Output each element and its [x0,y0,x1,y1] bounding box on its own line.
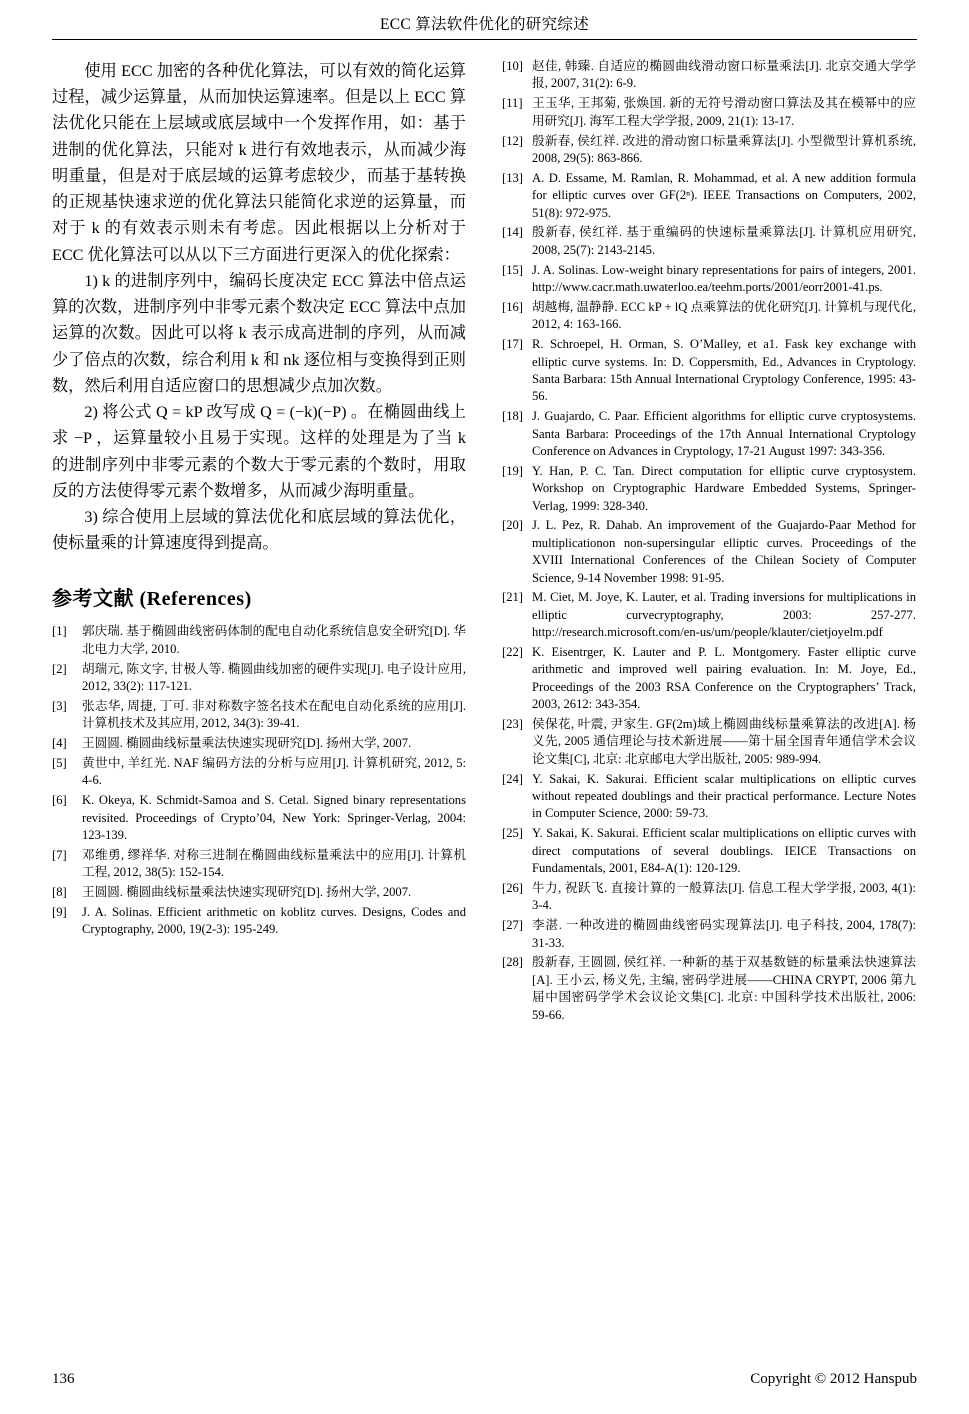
reference-item [502,589,916,641]
reference-text: K. Eisentrger, K. Lauter and P. L. Montgomery. Faster elliptic curve arithmetic and improved well pairing evaluation. In: M. Joye, Ed., Proceedings of the 2003 RSA Conference on the Cryptographers’ Track, 2003, 2612: 343-354. [532,645,916,712]
reference-item [502,716,916,768]
copyright-notice: Copyright © 2012 Hanspub [750,1371,917,1387]
reference-item [502,133,916,168]
reference-number: [23] [502,717,523,731]
reference-number: [28] [502,955,523,970]
reference-number: [5] [52,756,67,771]
reference-text: J. A. Solinas. Efficient arithmetic on koblitz curves. Designs, Codes and Cryptography, 2000, 19(2-3): 195-249. [82,905,466,937]
reference-number: [4] [52,736,67,751]
reference-item [502,463,916,515]
reference-item [52,755,466,790]
reference-item [502,771,916,823]
header-rule [52,39,917,40]
reference-text: J. Guajardo, C. Paar. Efficient algorithms for elliptic curve cryptosystems. Santa Barbara: Proceedings of the 17th Annual International Cryptology Conference on Advances in Cryptology, 17-21 August 1997: 343-356. [532,409,916,458]
reference-text: 王圆圆. 椭圆曲线标量乘法快速实现研究[D]. 扬州大学, 2007. [82,885,412,900]
reference-number: [6] [52,793,67,808]
reference-item [502,170,916,222]
reference-item [52,735,466,752]
reference-number: [21] [502,590,523,605]
reference-item [502,408,916,460]
reference-text: M. Ciet, M. Joye, K. Lauter, et al. Trading inversions for multiplications in elliptic curvecryptography, 2003: 257-277. http://research.microsoft.com/en-us/um/people/klauter/cietjoyelm.pdf [532,590,916,640]
reference-item [502,299,916,334]
reference-number: [18] [502,409,523,424]
reference-list-left [52,623,466,938]
page-footer [52,1371,917,1388]
reference-text: 郭庆瑞. 基于椭圆曲线密码体制的配电自动化系统信息安全研究[D]. 华北电力大学, 2010. [82,624,466,656]
reference-item [502,262,916,297]
two-column-layout [52,58,917,1026]
reference-text: 张志华, 周捷, 丁可. 非对称数字签名技术在配电自动化系统的应用[J]. 计算机技术及其应用, 2012, 34(3): 39-41. [82,698,466,731]
reference-item [502,880,916,915]
reference-number: [8] [52,885,67,900]
reference-text: 赵佳, 韩臻. 自适应的椭圆曲线滑动窗口标量乘法[J]. 北京交通大学学报, 2007, 31(2): 6-9. [532,59,916,91]
reference-item [52,884,466,901]
reference-number: [2] [52,661,67,676]
references-heading: 参考文献 (References) [52,588,252,611]
reference-text: J. A. Solinas. Low-weight binary representations for pairs of integers, 2001. http://www.cacr.math.uwaterloo.ea/teehm.ports/2001/eorr2001-41.ps. [532,262,916,294]
reference-number: [25] [502,826,523,841]
reference-item [52,847,466,882]
reference-number: [15] [502,262,523,277]
reference-text: 邓维勇, 缪祥华. 对称三进制在椭圆曲线标量乘法中的应用[J]. 计算机工程, 2012, 38(5): 152-154. [82,847,466,880]
reference-text: R. Schroepel, H. Orman, S. O’Malley, et a1. Fask key exchange with elliptic curve systems. In: D. Coppersmith, Ed., Advances in Cryptology. Santa Barbara: 15th Annual International Cryptology Conference, 1995: 43-56. [532,337,916,404]
left-column [52,58,466,941]
reference-number: [24] [502,771,523,786]
reference-number: [17] [502,337,523,352]
reference-text: J. L. Pez, R. Dahab. An improvement of the Guajardo-Paar Method for multiplicationon non-supersingular elliptic curves. Proceedings of the XVIII International Conferences of the Chilean Society of Computer Science, 9-14 November 1998: 91-95. [532,518,916,585]
reference-number: [9] [52,905,67,920]
running-head: ECC 算法软件优化的研究综述 [379,16,590,33]
paragraph-point-1: 1) k 的进制序列中，编码长度决定 ECC 算法中倍点运算的次数，进制序列中非零元素个数决定 ECC 算法中点加运算的次数。因此可以将 k 表示成高进制的序列，从而减少了倍点的次数，综合利用 k 和 nk 逐位相与变换得到正则数，然后利用自适应窗口的思想减少点加次数。 [52,271,466,395]
paragraph-intro: 使用 ECC 加密的各种优化算法，可以有效的简化运算过程，减少运算量，从而加快运算速率。但是以上 ECC 算法优化只能在上层域或底层域中一个发挥作用，如：基于进制的优化算法，只能对 k 进行有效地表示，从而减少海明重量，但是对于底层域的运算考虑较少，而基于基转换的正规基快速求逆的优化算法只能简化求逆的运算量，而对于 k 的有效表示则未有考虑。因此根据以上分析对于 ECC 优化算法可以从以下三方面进行更深入的优化探索： [52,62,466,264]
reference-text: 王圆圆. 椭圆曲线标量乘法快速实现研究[D]. 扬州大学, 2007. [82,736,412,751]
reference-number: [12] [502,133,523,148]
reference-text: 胡越梅, 温静静. ECC kP + lQ 点乘算法的优化研究[J]. 计算机与现代化, 2012, 4: 163-166. [532,299,916,332]
reference-text: Y. Han, P. C. Tan. Direct computation for elliptic curve cryptosystem. Workshop on Cryptographic Hardware Embedded Systems, Springer-Verlag, 1999: 328-340. [532,463,916,513]
reference-item [52,661,466,696]
reference-text: 胡瑞元, 陈文字, 甘极人等. 椭圆曲线加密的硬件实现[J]. 电子设计应用, 2012, 33(2): 117-121. [82,661,466,694]
reference-number: [11] [502,96,523,111]
reference-item [52,904,466,939]
reference-number: [3] [52,698,67,713]
reference-item [52,698,466,733]
right-column [502,58,916,1026]
reference-number: [14] [502,225,523,240]
reference-number: [16] [502,299,523,314]
reference-text: 侯保花, 叶震, 尹家生. GF(2m)域上椭圆曲线标量乘算法的改进[A]. 杨义先, 2005 通信理论与技术新进展——第十届全国青年通信学术会议论文集[C], 北京: 北京邮电大学出版社, 2005: 989-994. [532,717,916,766]
reference-item [502,517,916,587]
reference-item [502,224,916,259]
reference-number: [20] [502,518,523,533]
reference-text: 殷新春, 侯红祥. 改进的滑动窗口标量乘算法[J]. 小型微型计算机系统, 2008, 29(5): 863-866. [532,133,916,165]
reference-number: [7] [52,847,67,862]
reference-number: [22] [502,645,523,659]
reference-number: [27] [502,918,523,933]
reference-text: K. Okeya, K. Schmidt-Samoa and S. Cetal. Signed binary representations revisited. Proceedings of Crypto’04, New York: Springer-Verlag, 2004: 123-139. [82,793,466,843]
paragraph-point-2: 2) 将公式 Q = kP 改写成 Q = (−k)(−P) 。在椭圆曲线上求 −P ，运算量较小且易于实现。这样的处理是为了当 k 的进制序列中非零元素的个数大于零元素的个数时，用取反的方法使得零元素个数增多，从而减少海明重量。 [52,403,466,500]
reference-text: 李湛. 一种改进的椭圆曲线密码实现算法[J]. 电子科技, 2004, 178(7): 31-33. [532,918,916,950]
reference-item [52,623,466,658]
page-number: 136 [52,1371,75,1387]
reference-item [502,954,916,1024]
reference-list-right [502,58,916,1024]
reference-number: [10] [502,59,523,73]
reference-number: [1] [52,624,67,639]
reference-item [502,58,916,93]
reference-item [502,644,916,714]
reference-text: 王玉华, 王邦菊, 张焕国. 新的无符号滑动窗口算法及其在模幂中的应用研究[J]. 海军工程大学学报, 2009, 21(1): 13-17. [532,96,916,128]
reference-text: Y. Sakai, K. Sakurai. Efficient scalar multiplications on elliptic curves without repeated doublings and their practical performance. Lecture Notes in Computer Science, 2000: 59-73. [532,771,916,821]
reference-item [52,792,466,844]
reference-text: 黄世中, 羊红光. NAF 编码方法的分析与应用[J]. 计算机研究, 2012, 5: 4-6. [82,756,466,788]
reference-text: A. D. Essame, M. Ramlan, R. Mohammad, et al. A new addition formula for elliptic curves over GF(2ⁿ). IEEE Transactions on Computers, 2002, 51(8): 972-975. [532,170,916,220]
reference-text: Y. Sakai, K. Sakurai. Efficient scalar multiplications on elliptic curves with direct computations of several doublings. IEICE Transactions on Fundamentals, 2001, E84-A(1): 120-129. [532,826,916,875]
reference-number: [13] [502,170,523,185]
reference-text: 牛力, 祝跃飞. 直接计算的一般算法[J]. 信息工程大学学报, 2003, 4(1): 3-4. [532,880,916,913]
reference-text: 殷新春, 王圆圆, 侯红祥. 一种新的基于双基数链的标量乘法快速算法[A]. 王小云, 杨义先, 主编, 密码学进展——CHINA CRYPT, 2006 第九届中国密码学学术会议论文集[C]. 北京: 中国科学技术出版社, 2006: 59-66. [532,955,916,1022]
reference-item [502,825,916,877]
reference-item [502,336,916,406]
reference-item [502,95,916,130]
reference-item [502,917,916,952]
reference-number: [19] [502,463,523,478]
paragraph-point-3: 3) 综合使用上层域的算法优化和底层域的算法优化，使标量乘的计算速度得到提高。 [52,507,466,553]
reference-text: 殷新春, 侯红祥. 基于重编码的快速标量乘算法[J]. 计算机应用研究, 2008, 25(7): 2143-2145. [532,225,916,257]
reference-number: [26] [502,880,523,895]
